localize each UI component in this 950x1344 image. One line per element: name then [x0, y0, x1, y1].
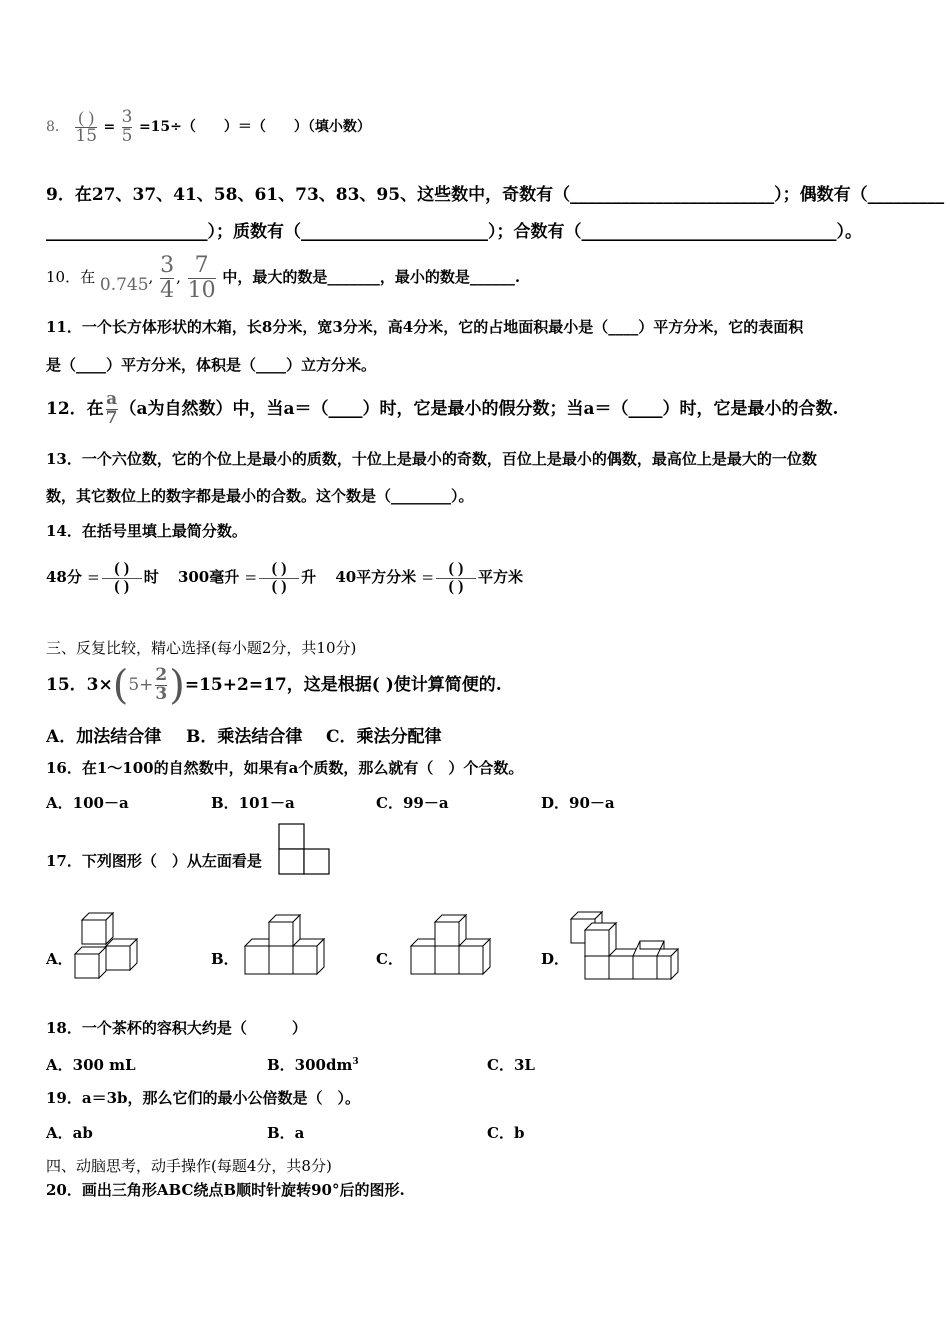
question-17: 17．下列图形（ ）从左面看是: [46, 852, 262, 870]
q14-item-1: 48分: [46, 568, 82, 586]
question-11-line-1: 11．一个长方体形状的木箱，长8分米，宽3分米，高4分米，它的占地面积最小是（____）平方分米，它的表面积: [46, 318, 804, 336]
q8-frac1-num: ( ): [78, 107, 94, 127]
q18-option-a[interactable]: A．300 mL: [46, 1056, 136, 1074]
q17-left-view-figure: [278, 823, 332, 877]
question-16: 16．在1～100的自然数中，如果有a个质数，那么就有（ ）个合数。: [46, 759, 524, 777]
q19-option-b[interactable]: B．a: [267, 1124, 305, 1142]
q10-text: 中，最大的数是_______，最小的数是______.: [222, 268, 521, 286]
question-14: 14．在括号里填上最简分数。: [46, 522, 247, 540]
q14-frac1-num: ( ): [114, 559, 130, 577]
question-11-line-2: 是（____）平方分米，体积是（____）立方分米。: [46, 356, 377, 374]
q17-option-b[interactable]: B．: [211, 950, 239, 968]
q14-unit-2: 升: [301, 568, 317, 586]
q14-frac3-num: ( ): [448, 559, 464, 577]
question-9-line-2: ___________________）；质数有（______________________）；合数有（______________________________）。: [46, 222, 862, 242]
q19-option-a[interactable]: A．ab: [46, 1124, 93, 1142]
q16-option-c[interactable]: C．99－a: [376, 794, 449, 812]
question-14-items: 48分 = $\frac{( )}{( )}$ 时 300毫升 = $\frac{( )}{( )}$ 升 40平方分米 = $\frac{( )}{( )}$ 平方米: [46, 559, 524, 595]
q19-option-c[interactable]: C．b: [487, 1124, 525, 1142]
q15-option-b[interactable]: B．乘法结合律: [186, 727, 303, 747]
q14-frac-2: [259, 561, 299, 596]
q10-fraction-1: [160, 254, 174, 301]
question-15: [46, 660, 502, 710]
q12-text: （a为自然数）中，当a＝（____）时，它是最小的假分数；当a＝（____）时，它是最小的合数.: [119, 399, 839, 419]
q15-frac-den: 3: [155, 684, 168, 704]
section-4-heading: 四、动脑思考，动手操作(每题4分，共8分): [46, 1157, 332, 1175]
q10-frac1-den: 4: [160, 277, 175, 303]
q17-figure-b-icon: [243, 912, 335, 980]
section-3-heading: 三、反复比较，精心选择(每小题2分，共10分): [46, 639, 357, 657]
q10-frac2-num: 7: [194, 253, 209, 279]
q16-option-a[interactable]: A．100－a: [46, 794, 129, 812]
q18-option-b[interactable]: [267, 1054, 359, 1075]
q15-inner: 5+: [128, 675, 154, 695]
q15-text: =15+2=17，这是根据( )使计算简便的.: [184, 675, 502, 695]
q15-frac-num: 2: [155, 665, 168, 686]
q16-option-d[interactable]: D．90－a: [541, 794, 615, 812]
question-13-line-2: 数，其它数位上的数字都是最小的合数。这个数是（________）。: [46, 487, 474, 505]
q15-paren-left: (: [112, 662, 129, 709]
q17-option-d[interactable]: D．: [541, 950, 570, 968]
q8-frac2-num: 3: [121, 106, 133, 127]
q14-unit-1: 时: [143, 568, 159, 586]
question-20: 20．画出三角形ABC绕点B顺时针旋转90°后的图形.: [46, 1181, 405, 1199]
q12-frac-den: 7: [105, 408, 118, 428]
q12-frac-num: a: [106, 389, 118, 410]
q14-frac2-num: ( ): [271, 559, 287, 577]
q10-frac1-num: 3: [160, 253, 175, 279]
q14-frac-3: [436, 561, 476, 596]
q15-fraction: [155, 667, 167, 704]
q10-prefix: 10．在: [46, 268, 96, 286]
q10-fraction-2: [188, 254, 216, 301]
q16-option-b[interactable]: B．101－a: [211, 794, 295, 812]
q8-number: 8．: [46, 119, 69, 135]
question-13-line-1: 13．一个六位数，它的个位上是最小的质数，十位上是最小的奇数，百位上是最小的偶数，最高位上是最大的一位数: [46, 450, 817, 468]
q10-frac2-den: 10: [187, 277, 216, 303]
q8-fraction-1: [75, 109, 97, 146]
q15-prefix: 15．3×: [46, 675, 113, 695]
q10-decimal: 0.745: [99, 275, 149, 295]
q8-frac2-den: 5: [121, 125, 133, 146]
q15-option-c[interactable]: C．乘法分配律: [326, 727, 442, 747]
q14-item-3: 40平方分米: [335, 568, 417, 586]
q14-unit-3: 平方米: [478, 568, 524, 586]
q14-frac3-den: ( ): [436, 578, 476, 596]
q18-option-b-label: B．300dm: [267, 1056, 353, 1074]
question-18: 18．一个茶杯的容积大约是（ ）: [46, 1019, 307, 1037]
q15-paren-right: ): [169, 662, 185, 709]
q18-option-b-sup: 3: [352, 1057, 359, 1067]
q12-prefix: 12．在: [46, 399, 104, 419]
q17-option-c[interactable]: C．: [376, 950, 403, 968]
q17-figure-a-icon: [70, 910, 145, 982]
question-19: 19．a＝3b，那么它们的最小公倍数是（ ）。: [46, 1089, 361, 1107]
question-9-line-1: 9．在27、37、41、58、61、73、83、95、这些数中，奇数有（________________________）；偶数有（_________: [46, 185, 945, 205]
q14-item-2: 300毫升: [177, 568, 240, 586]
question-12: [46, 385, 838, 433]
q15-option-a[interactable]: A．加法结合律: [46, 727, 162, 747]
q12-fraction: [106, 391, 118, 428]
q17-figure-d-icon: [568, 910, 680, 982]
q14-frac1-den: ( ): [102, 578, 142, 596]
question-10: 10．在 0.745, $\frac{3}{4}$ , $\frac{7}{10}$ 中，最大的数是_______，最小的数是______.: [46, 253, 521, 303]
q18-option-c[interactable]: C．3L: [487, 1056, 535, 1074]
q17-option-a[interactable]: A．: [46, 950, 73, 968]
q8-frac1-den: 15: [75, 125, 98, 146]
q14-frac-1: [102, 561, 142, 596]
q8-fraction-2: [121, 106, 133, 146]
question-8: 8． $\frac{( )}{15}$ = $\frac{3}{5}$ =15÷（ ）＝（ ）（填小数）: [46, 106, 371, 146]
q14-frac2-den: ( ): [259, 578, 299, 596]
q17-figure-c-icon: [409, 912, 501, 980]
q8-text: =15÷（ ）＝（ ）（填小数）: [138, 119, 371, 135]
